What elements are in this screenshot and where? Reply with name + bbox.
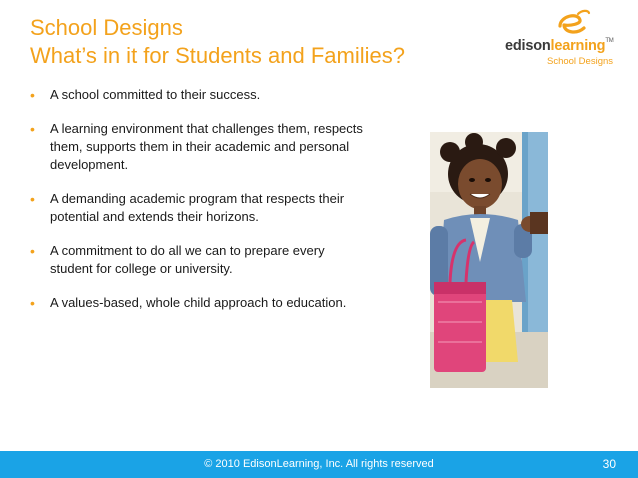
bullet-dot-icon: •	[30, 121, 35, 137]
bullet-dot-icon: •	[30, 87, 35, 103]
bullet-text: A values-based, whole child approach to education.	[50, 295, 347, 310]
bullet-item	[30, 190, 370, 226]
bullet-item	[30, 120, 370, 174]
page-number: 30	[602, 457, 616, 471]
bullet-text: A demanding academic program that respects their potential and extends their horizons.	[50, 191, 345, 224]
student-photo	[430, 132, 548, 388]
bullet-text: A commitment to do all we can to prepare every student for college or university.	[50, 243, 325, 276]
bullet-item	[30, 294, 370, 312]
logo-brand-edison: edison	[505, 38, 551, 54]
bullet-item	[30, 242, 370, 278]
logo-trademark: TM	[605, 38, 614, 44]
logo-brand-learning: learning	[550, 38, 606, 54]
bullet-text: A learning environment that challenges them, respects them, supports them in their academic and personal development.	[50, 121, 363, 172]
footer-bar	[0, 451, 638, 478]
bullet-list	[30, 86, 370, 328]
bullet-dot-icon: •	[30, 243, 35, 259]
student-photo-illustration	[430, 132, 548, 388]
bullet-dot-icon: •	[30, 295, 35, 311]
logo-wordmark	[505, 38, 614, 54]
slide-title	[30, 14, 450, 70]
logo-swoosh-icon	[552, 8, 592, 38]
slide-title-line1: School Designs	[30, 15, 183, 40]
logo-subtitle: School Designs	[547, 56, 614, 67]
edison-learning-logo	[500, 8, 630, 70]
slide-title-line2: What’s in it for Students and Families?	[30, 43, 405, 68]
bullet-item	[30, 86, 370, 104]
bullet-dot-icon: •	[30, 191, 35, 207]
footer-copyright: © 2010 EdisonLearning, Inc. All rights reserved	[204, 458, 434, 470]
bullet-text: A school committed to their success.	[50, 87, 261, 102]
